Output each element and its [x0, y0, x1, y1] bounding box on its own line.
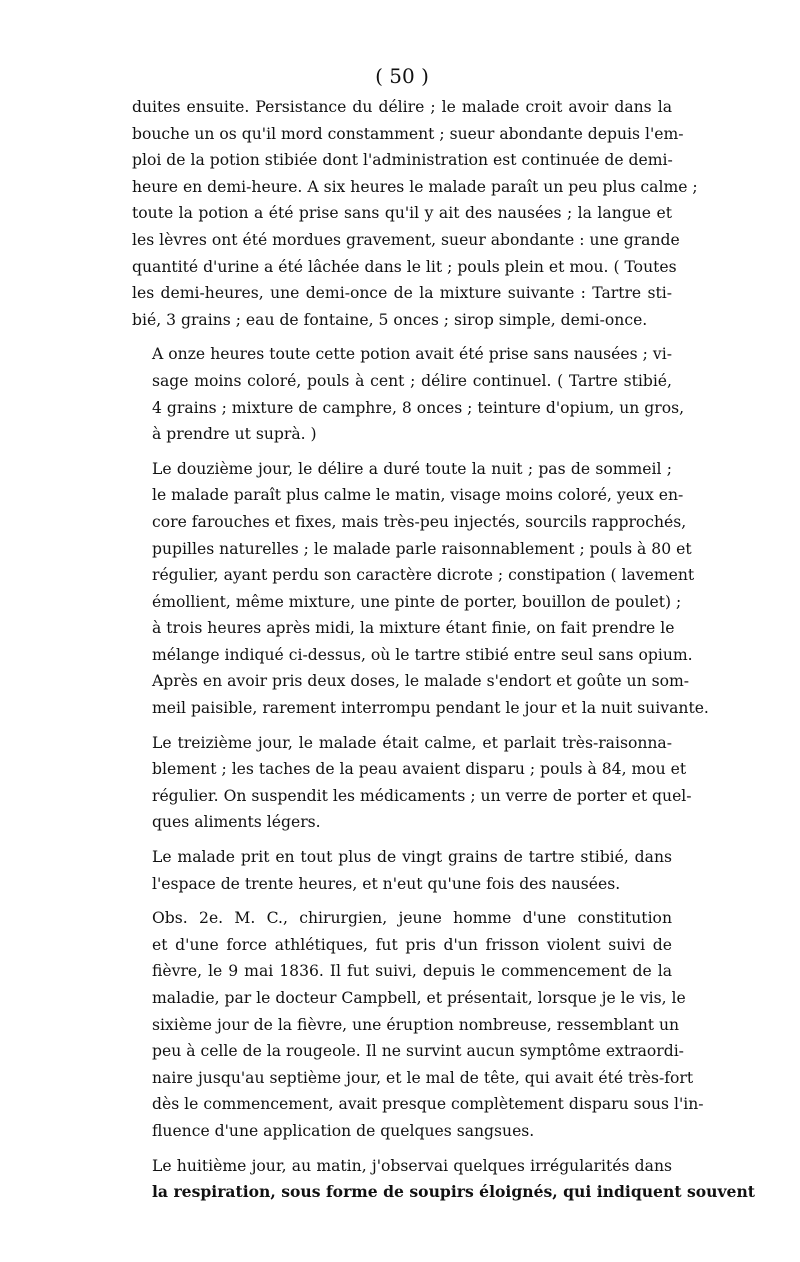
page-number: ( 50 ) [375, 64, 429, 88]
text-line: régulier, ayant perdu son caractère dicrote ; constipation ( lavement [152, 566, 695, 585]
text-line: régulier. On suspendit les médicaments ; un verre de porter et quel- [152, 786, 692, 805]
text-line: toute la potion a été prise sans qu'il y ait des nausées ; la langue et [132, 204, 672, 223]
text-line: Le malade prit en tout plus de vingt grains de tartre stibié, dans [152, 848, 672, 867]
text-line: les lèvres ont été mordues gravement, sueur abondante : une grande [132, 230, 680, 249]
paragraph [132, 456, 709, 722]
text-line: Le treizième jour, le malade était calme, et parlait très-raisonna- [152, 733, 672, 752]
text-line: naire jusqu'au septième jour, et le mal de tête, qui avait été très-fort [152, 1068, 694, 1087]
text-line: heure en demi-heure. A six heures le malade paraît un peu plus calme ; [132, 177, 698, 196]
text-line: fièvre, le 9 mai 1836. Il fut suivi, depuis le commencement de la [152, 962, 672, 981]
paragraph [132, 730, 692, 836]
text-line: à trois heures après midi, la mixture étant finie, on fait prendre le [152, 619, 675, 638]
paragraph [132, 94, 698, 333]
text-line: l'espace de trente heures, et n'eut qu'une fois des nausées. [152, 874, 621, 893]
text-line: 4 grains ; mixture de camphre, 8 onces ; teinture d'opium, un gros, [152, 398, 685, 417]
text-line: Le douzième jour, le délire a duré toute la nuit ; pas de sommeil ; [152, 459, 672, 478]
text-line: sage moins coloré, pouls à cent ; délire continuel. ( Tartre stibié, [152, 371, 672, 390]
paragraph [132, 1153, 755, 1206]
text-line: bié, 3 grains ; eau de fontaine, 5 onces ; sirop simple, demi-once. [132, 310, 648, 329]
paragraph [132, 341, 685, 447]
text-line: core farouches et fixes, mais très-peu injectés, sourcils rapprochés, [152, 512, 687, 531]
text-line: sixième jour de la fièvre, une éruption nombreuse, ressemblant un [152, 1015, 680, 1034]
text-line: la respiration, sous forme de soupirs éloignés, qui indiquent souvent [152, 1182, 755, 1202]
text-line: le malade paraît plus calme le matin, visage moins coloré, yeux en- [152, 486, 684, 505]
text-line: ploi de la potion stibiée dont l'administration est continuée de demi- [132, 151, 673, 170]
paragraph [132, 844, 672, 897]
book-page [132, 62, 755, 1214]
text-line: duites ensuite. Persistance du délire ; le malade croit avoir dans la [132, 98, 672, 116]
text-line: dès le commencement, avait presque complètement disparu sous l'in- [152, 1095, 704, 1114]
text-line: les demi-heures, une demi-once de la mixture suivante : Tartre sti- [132, 284, 672, 303]
text-line: blement ; les taches de la peau avaient disparu ; pouls à 84, mou et [152, 760, 687, 779]
text-line: émollient, même mixture, une pinte de porter, bouillon de poulet) ; [152, 592, 682, 611]
text-line: et d'une force athlétiques, fut pris d'un frisson violent suivi de [152, 935, 672, 954]
text-line: pupilles naturelles ; le malade parle raisonnablement ; pouls à 80 et [152, 539, 692, 558]
text-line: Le huitième jour, au matin, j'observai quelques irrégularités dans [152, 1156, 672, 1175]
paragraph [132, 905, 704, 1144]
text-line: quantité d'urine a été lâchée dans le lit ; pouls plein et mou. ( Toutes [132, 257, 677, 276]
text-line: ques aliments légers. [152, 813, 321, 832]
text-line: bouche un os qu'il mord constamment ; sueur abondante depuis l'em- [132, 124, 684, 143]
text-line: maladie, par le docteur Campbell, et présentait, lorsque je le vis, le [152, 989, 686, 1007]
text-line: peu à celle de la rougeole. Il ne survint aucun symptôme extraordi- [152, 1042, 684, 1061]
body-text [132, 94, 755, 1206]
text-line: fluence d'une application de quelques sangsues. [152, 1121, 535, 1140]
text-line: meil paisible, rarement interrompu pendant le jour et la nuit suivante. [152, 699, 709, 718]
text-line: A onze heures toute cette potion avait été prise sans nausées ; vi- [152, 345, 672, 364]
text-line: Obs. 2e. M. C., chirurgien, jeune homme d'une constitution [152, 909, 672, 928]
text-line: mélange indiqué ci-dessus, où le tartre stibié entre seul sans opium. [152, 645, 693, 664]
text-line: à prendre ut suprà. ) [152, 425, 317, 444]
text-line: Après en avoir pris deux doses, le malade s'endort et goûte un som- [152, 672, 690, 691]
